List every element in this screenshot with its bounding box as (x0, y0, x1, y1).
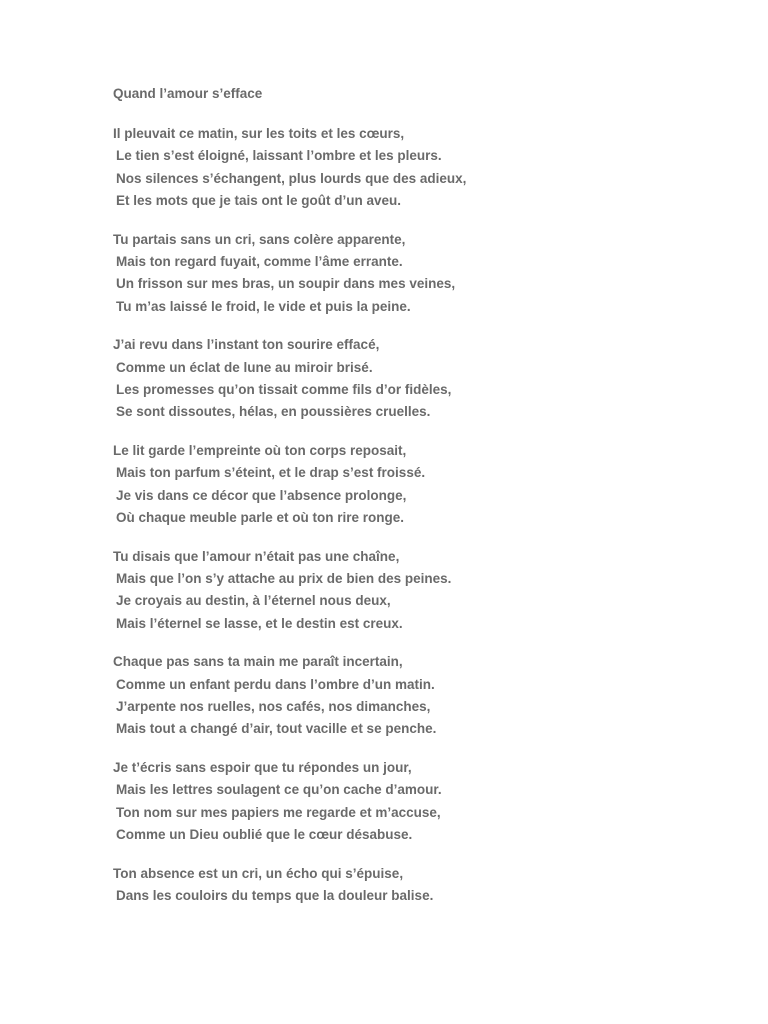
poem-line: Mais ton parfum s’éteint, et le drap s’est froissé. (116, 465, 426, 481)
poem-line: Je croyais au destin, à l’éternel nous deux, (116, 593, 391, 609)
poem-line: J’arpente nos ruelles, nos cafés, nos dimanches, (116, 699, 431, 715)
stanza-1 (113, 123, 713, 212)
stanza-2 (113, 229, 713, 318)
poem-line: Nos silences s’échangent, plus lourds que des adieux, (116, 170, 467, 186)
poem-line: Je t’écris sans espoir que tu répondes un jour, (113, 760, 412, 776)
poem-line: Ton nom sur mes papiers me regarde et m’accuse, (116, 804, 441, 820)
poem-line: Je vis dans ce décor que l’absence prolonge, (116, 487, 407, 503)
poem-line: Le tien s’est éloigné, laissant l’ombre et les pleurs. (116, 148, 442, 164)
stanza-7 (113, 757, 713, 846)
poem-title: Quand l’amour s’efface (113, 86, 263, 101)
poem-line: Ton absence est un cri, un écho qui s’épuise, (113, 865, 404, 881)
poem-line: Mais ton regard fuyait, comme l’âme errante. (116, 253, 403, 269)
poem-line: Comme un éclat de lune au miroir brisé. (116, 359, 373, 375)
poem-line: Mais que l’on s’y attache au prix de bien des peines. (116, 571, 452, 587)
poem-line: Un frisson sur mes bras, un soupir dans mes veines, (116, 276, 456, 292)
poem-line: Chaque pas sans ta main me paraît incertain, (113, 654, 403, 670)
poem-line: Le lit garde l’empreinte où ton corps reposait, (113, 443, 407, 459)
poem-line: Mais les lettres soulagent ce qu’on cache d’amour. (116, 782, 442, 798)
poem-line: Il pleuvait ce matin, sur les toits et les cœurs, (113, 126, 405, 141)
poem-line: Comme un enfant perdu dans l’ombre d’un matin. (116, 676, 435, 692)
poem-line: Où chaque meuble parle et où ton rire ronge. (116, 509, 405, 525)
poem-line: Comme un Dieu oublié que le cœur désabuse. (116, 827, 413, 843)
stanza-3 (113, 334, 713, 423)
poem-line: Se sont dissoutes, hélas, en poussières cruelles. (116, 404, 431, 420)
poem-line: Et les mots que je tais ont le goût d’un aveu. (116, 192, 402, 208)
stanza-4 (113, 440, 713, 529)
poem-line: Mais tout a changé d’air, tout vacille et se penche. (116, 721, 437, 737)
poem-line: Mais l’éternel se lasse, et le destin est creux. (116, 615, 403, 631)
stanza-8 (113, 863, 713, 908)
stanza-5 (113, 546, 713, 635)
poem-line: Les promesses qu’on tissait comme fils d’or fidèles, (116, 381, 452, 397)
poem-line: Dans les couloirs du temps que la douleur balise. (116, 888, 434, 904)
poem-line: Tu disais que l’amour n’était pas une chaîne, (113, 548, 400, 564)
poem-document (113, 84, 713, 924)
poem-line: Tu partais sans un cri, sans colère apparente, (113, 231, 406, 247)
stanza-6 (113, 651, 713, 740)
poem-line: J’ai revu dans l’instant ton sourire effacé, (113, 337, 380, 353)
poem-line: Tu m’as laissé le froid, le vide et puis la peine. (116, 298, 411, 314)
